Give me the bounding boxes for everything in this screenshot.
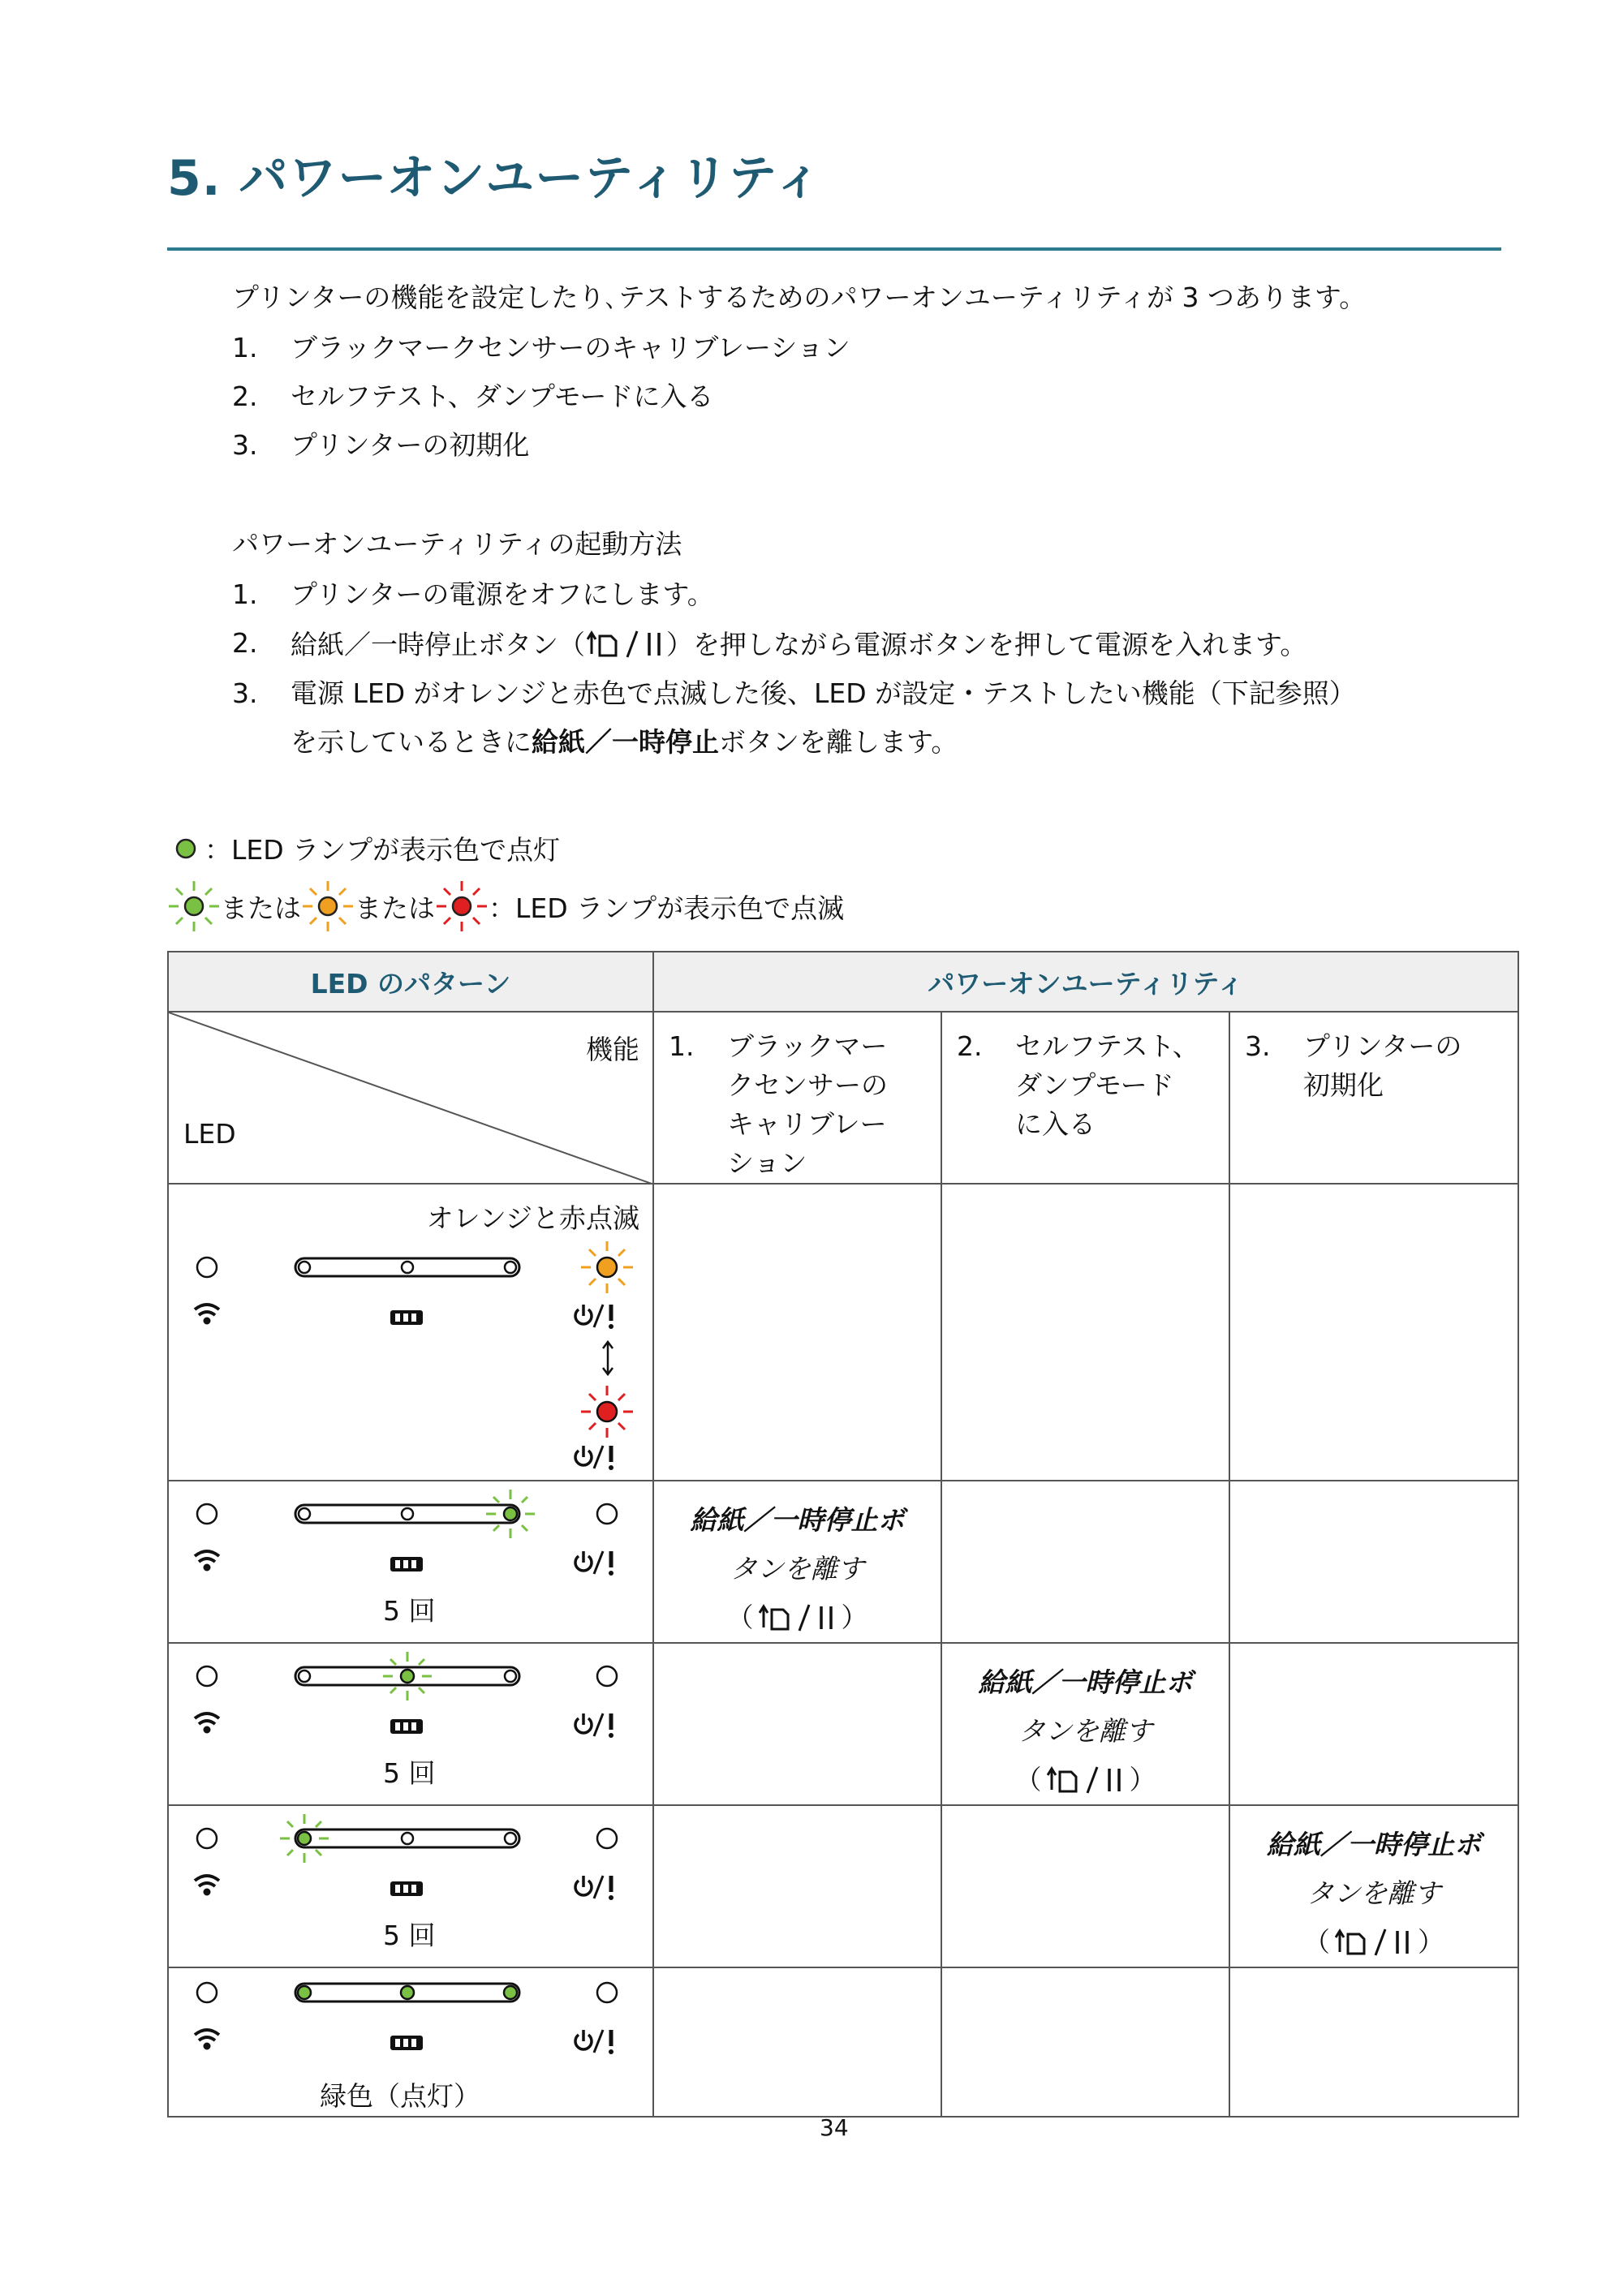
intro-item-2-label: セルフテスト、ダンプモードに入る (291, 381, 714, 412)
wifi-icon (195, 1876, 219, 1894)
action-line1: 給紙／一時停止ボ (1267, 1829, 1481, 1860)
led-solid-green-icon (167, 832, 204, 865)
pause-icon (817, 1603, 837, 1632)
step-3-line1: 電源 LED がオレンジと赤色で点滅した後、LED が設定・テストしたい機能（下記参照） (291, 677, 1356, 709)
power-error-icon (575, 1713, 613, 1738)
battery-gauge (295, 1984, 519, 2001)
paren-open: （ (726, 1602, 754, 1633)
pattern-caption: 緑色（点灯） (320, 2080, 480, 2112)
wifi-icon (195, 2030, 219, 2049)
paren-close: ） (1129, 1764, 1156, 1795)
header-led-pattern: LED のパターン (168, 952, 653, 1012)
step-2-after: ）を押しながら電源ボタンを押して電源を入れます。 (666, 628, 1307, 660)
action-cell (653, 1805, 941, 1967)
action-line1: 給紙／一時停止ボ (978, 1666, 1193, 1698)
battery-icon (390, 1310, 423, 1325)
action-cell (1229, 1481, 1518, 1643)
intro-item-2-num: 2. (232, 381, 258, 412)
intro-item-1-num: 1. (232, 332, 258, 363)
release-button-action (653, 1481, 941, 1643)
legend-solid-text: ：LED ランプが表示色で点灯 (204, 834, 561, 866)
battery-icon (390, 1557, 423, 1572)
pause-icon (1105, 1765, 1125, 1795)
action-cell (653, 1184, 941, 1481)
power-error-icon (575, 1305, 613, 1329)
power-led (597, 1983, 617, 2002)
header-power-utility: パワーオンユーティリティ (653, 952, 1518, 1012)
legend-or-1: または (221, 892, 301, 924)
action-cell (941, 1184, 1229, 1481)
function-2-line: ダンプモード (1015, 1069, 1174, 1101)
function-3-line: 初期化 (1303, 1069, 1384, 1101)
release-button-action (1229, 1805, 1518, 1967)
slash-icon (1372, 1928, 1388, 1957)
led-blink-red-icon (435, 879, 489, 933)
led-blink-green-icon (167, 879, 221, 933)
action-cell (653, 1643, 941, 1805)
function-1-line: キャリブレー (727, 1108, 887, 1140)
feed-icon (1047, 1765, 1079, 1795)
power-error-icon (575, 1446, 613, 1470)
battery-icon (390, 1719, 423, 1734)
utility-table (167, 951, 1519, 2118)
pattern-cell-row-5 (168, 1967, 653, 2117)
action-cell (653, 1967, 941, 2117)
action-cell (941, 1805, 1229, 1967)
power-led (597, 1504, 617, 1524)
step-3-prefix: を示しているときに (291, 726, 532, 758)
wifi-led (197, 1983, 217, 2002)
diagonal-line (169, 1013, 654, 1185)
action-button-ref (727, 1593, 868, 1642)
pattern-cell-row-2 (168, 1481, 653, 1643)
pattern-cell-row-3 (168, 1643, 653, 1805)
step-2-before: 給紙／一時停止ボタン（ (291, 628, 585, 660)
power-error-icon (575, 1876, 613, 1900)
battery-gauge (295, 1490, 535, 1538)
battery-icon (390, 2036, 423, 2050)
intro-item-3-num: 3. (232, 429, 258, 461)
wifi-led (197, 1258, 217, 1277)
pattern-cell-row-1 (168, 1184, 653, 1481)
page-number: 34 (820, 2114, 849, 2141)
paren-open: （ (1014, 1764, 1042, 1795)
slash-icon (1084, 1765, 1100, 1795)
action-line2: タンを離す (730, 1553, 864, 1584)
pattern-cell-row-4 (168, 1805, 653, 1967)
slash-icon (796, 1603, 812, 1632)
function-1-cell (653, 1012, 941, 1184)
step-3-num: 3. (232, 677, 258, 709)
feed-icon (759, 1603, 791, 1632)
intro-item-1-label: ブラックマークセンサーのキャリブレーション (291, 332, 850, 363)
function-3-line: プリンターの (1303, 1030, 1462, 1062)
feed-icon (1335, 1928, 1367, 1957)
function-2-line: に入る (1015, 1108, 1096, 1140)
paren-open: （ (1303, 1926, 1330, 1958)
led-blink-orange-icon (301, 879, 355, 933)
function-1-line: クセンサーの (727, 1069, 888, 1101)
power-led-blink-red (581, 1386, 633, 1438)
power-led (597, 1666, 617, 1686)
action-line2: タンを離す (1018, 1715, 1152, 1747)
function-label: 機能 (586, 1034, 639, 1065)
action-line2: タンを離す (1307, 1877, 1441, 1909)
startup-heading: パワーオンユーティリティの起動方法 (232, 528, 682, 560)
power-error-icon (575, 2030, 613, 2054)
power-led-blink-orange (581, 1241, 633, 1293)
wifi-led (197, 1504, 217, 1524)
pattern-caption: オレンジと赤点滅 (426, 1202, 639, 1234)
wifi-icon (195, 1551, 219, 1570)
pattern-caption: 5 回 (383, 1595, 436, 1627)
function-2-line: セルフテスト、 (1015, 1030, 1199, 1062)
legend-blink (167, 879, 844, 933)
page-title: 5. パワーオンユーティリティ (167, 150, 824, 207)
action-button-ref (1303, 1918, 1444, 1967)
action-line1: 給紙／一時停止ボ (690, 1504, 905, 1536)
battery-gauge (295, 1652, 519, 1701)
wifi-led (197, 1666, 217, 1686)
paren-close: ） (1418, 1926, 1444, 1958)
legend-blink-text: ：LED ランプが表示色で点滅 (489, 892, 845, 924)
function-2-cell (941, 1012, 1229, 1184)
led-label: LED (183, 1118, 236, 1150)
action-cell (941, 1967, 1229, 2117)
battery-icon (390, 1881, 423, 1896)
legend-or-2: または (355, 892, 435, 924)
function-1-num: 1. (669, 1030, 695, 1062)
step-3-bold: 給紙／一時停止 (532, 726, 719, 758)
wifi-icon (195, 1713, 219, 1732)
led-panel (169, 1185, 654, 1481)
diagonal-header-cell (168, 1012, 653, 1184)
function-1-line: ション (727, 1147, 807, 1179)
release-button-action (941, 1643, 1229, 1805)
pause-icon (1393, 1928, 1413, 1957)
battery-gauge (280, 1814, 519, 1863)
wifi-icon (195, 1305, 219, 1323)
paren-close: ） (841, 1602, 868, 1633)
function-2-num: 2. (957, 1030, 983, 1062)
action-button-ref (1015, 1756, 1156, 1804)
battery-gauge (295, 1258, 519, 1276)
function-3-num: 3. (1245, 1030, 1271, 1062)
action-cell (1229, 1643, 1518, 1805)
step-2-line (291, 630, 1307, 659)
function-1-line: ブラックマー (727, 1030, 888, 1062)
power-led (597, 1829, 617, 1848)
step-1-text: プリンターの電源をオフにします。 (291, 578, 714, 610)
step-1-num: 1. (232, 578, 258, 610)
action-cell (941, 1481, 1229, 1643)
feed-pause-icon (587, 630, 665, 659)
function-3-cell (1229, 1012, 1518, 1184)
pattern-caption: 5 回 (383, 1920, 436, 1951)
intro-text: プリンターの機能を設定したり､テストするためのパワーオンユーティリティが 3 つあります。 (232, 282, 1367, 313)
step-3-suffix: ボタンを離します。 (719, 726, 958, 758)
wifi-led (197, 1829, 217, 1848)
legend-solid (167, 829, 560, 867)
intro-item-3-label: プリンターの初期化 (291, 429, 530, 461)
title-divider (167, 247, 1501, 251)
action-cell (1229, 1184, 1518, 1481)
step-3-line2 (291, 726, 958, 758)
step-2-num: 2. (232, 627, 258, 659)
power-error-icon (575, 1551, 613, 1576)
action-cell (1229, 1967, 1518, 2117)
pattern-caption: 5 回 (383, 1757, 436, 1789)
alternate-arrow-icon (603, 1342, 613, 1374)
